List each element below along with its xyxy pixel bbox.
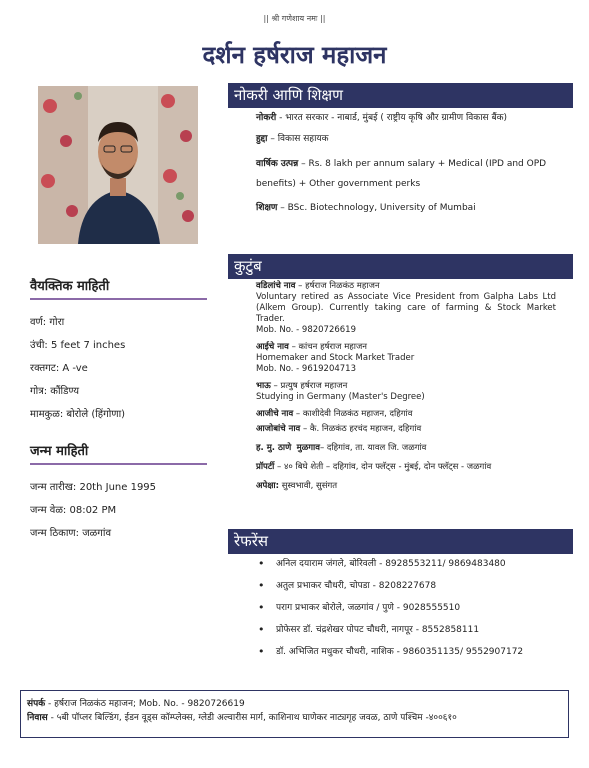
- grandmother-value: – काशीदेवी निळकंठ महाजन, दहिगांव: [293, 409, 413, 419]
- profile-photo: [38, 86, 198, 244]
- birth-row-date: [30, 479, 207, 493]
- personal-info-heading: वैयक्तिक माहिती: [30, 276, 207, 300]
- mother-label: आईचे नाव: [256, 342, 289, 352]
- grandfather-value: – कै. निळकंठ हरचंद महाजन, दहिगांव: [300, 424, 422, 434]
- education-value: – BSc. Biotechnology, University of Mumbai: [277, 203, 476, 213]
- property-label: प्रॉपर्टी: [256, 462, 275, 472]
- education-row: [256, 202, 556, 215]
- birth-value: 20th June 1995: [76, 482, 157, 493]
- invocation-text: || श्री गणेशाय नमः ||: [263, 14, 326, 23]
- job-education-block: [256, 112, 556, 215]
- residence-label: ह. मु. ठाणे: [256, 443, 292, 453]
- job-education-band: नोकरी आणि शिक्षण: [228, 83, 573, 108]
- residence-native-row: [256, 443, 556, 454]
- expectation-row: [256, 481, 556, 492]
- personal-value: 5 feet 7 inches: [47, 340, 126, 351]
- birth-label: जन्म वेळ:: [30, 505, 67, 516]
- job-label: नोकरी: [256, 113, 277, 123]
- references-band: रेफरेंस: [228, 529, 573, 554]
- address-value: - ५बी पॉप्लर बिल्डिंग, ईडन वूड्स कॉम्प्लेक्स, ग्लेडी अल्वारीस मार्ग, काशिनाथ घाणेकर नाट्यगृह जवळ, ठाणे पश्चिम -४००६१०: [47, 713, 457, 723]
- job-value: - भारत सरकार - नाबार्ड, मुंबई ( राष्ट्रीय कृषि और ग्रामीण विकास बैंक): [276, 113, 508, 123]
- native-value: – दहिगांव, ता. यावल जि. जळगांव: [319, 443, 427, 453]
- personal-label: मामकुळ:: [30, 409, 64, 420]
- address-row: [27, 711, 562, 725]
- personal-row-gotra: [30, 383, 207, 397]
- personal-label: वर्ण:: [30, 317, 47, 328]
- personal-label: गोत्र:: [30, 386, 48, 397]
- property-row: [256, 462, 556, 473]
- property-value: – ४० बिघे शेती – दहिगांव, दोन फ्लॅट्स - मुंबई, दोन फ्लॅट्स - जळगांव: [274, 462, 492, 472]
- designation-value: – विकास सहायक: [267, 134, 329, 144]
- family-block: [256, 281, 556, 492]
- personal-row-complexion: [30, 314, 207, 328]
- grandmother-row: [256, 409, 556, 420]
- grandfather-row: [256, 424, 556, 435]
- father-name: – हर्षराज निळकंठ महाजन: [295, 281, 380, 291]
- personal-value: बोरोले (हिंगोणा): [63, 409, 126, 420]
- personal-label: उंची:: [30, 340, 48, 351]
- personal-row-height: [30, 337, 207, 351]
- reference-item: • अतुल प्रभाकर चौधरी, चोपडा - 8208227678: [258, 580, 568, 592]
- family-band: कुटुंब: [228, 254, 573, 279]
- father-description: Voluntary retired as Associate Vice President from Galpha Labs Ltd (Alkem Group). Currently taking care of farming & Stock Market Trader.: [256, 292, 556, 324]
- reference-item: • अनिल दयाराम जंगले, बोरिवली - 8928553211/ 9869483480: [258, 558, 568, 570]
- address-label: निवास: [27, 713, 48, 723]
- father-info: [256, 281, 556, 336]
- birth-row-time: [30, 502, 207, 516]
- father-name-row: [256, 281, 556, 292]
- brother-info: [256, 381, 556, 403]
- birth-info-heading: जन्म माहिती: [30, 441, 207, 465]
- contact-label: संपर्क: [27, 699, 46, 709]
- mother-name-row: [256, 342, 556, 353]
- reference-item: • पराग प्रभाकर बोरोले, जळगांव / पुणे - 9028555510: [258, 602, 568, 614]
- personal-value: कौंडिण्य: [47, 386, 80, 397]
- education-label: शिक्षण: [256, 203, 278, 213]
- expectation-value: सुस्वभावी, सुसंगत: [279, 481, 338, 491]
- personal-row-maternal-family: [30, 406, 207, 420]
- income-row: [256, 154, 556, 194]
- mother-info: [256, 342, 556, 375]
- birth-label: जन्म तारीख:: [30, 482, 77, 493]
- birth-label: जन्म ठिकाण:: [30, 528, 80, 539]
- designation-row: [256, 133, 556, 146]
- birth-value: 08:02 PM: [66, 505, 117, 516]
- birth-row-place: [30, 525, 207, 539]
- candidate-name: दर्शन हर्षराज महाजन: [202, 41, 387, 69]
- grandfather-label: आजोबांचे नाव: [256, 424, 301, 434]
- brother-description: Studying in Germany (Master's Degree): [256, 392, 425, 402]
- contact-value: - हर्षराज निळकंठ महाजन; Mob. No. - 9820726619: [45, 699, 245, 709]
- references-list: [258, 558, 568, 668]
- birth-value: जळगांव: [79, 528, 112, 539]
- personal-value: गोरा: [46, 317, 65, 328]
- brother-label: भाऊ: [256, 381, 271, 391]
- job-row: [256, 112, 556, 125]
- expectation-label: अपेक्षा:: [256, 481, 280, 491]
- personal-label: रक्तगट:: [30, 363, 60, 374]
- designation-label: हुद्दा: [256, 134, 268, 144]
- brother-name-row: [256, 381, 556, 392]
- income-value: – Rs. 8 lakh per annum salary + Medical (IPD and OPD benefits) + Other government perks: [256, 159, 547, 189]
- mother-mobile: Mob. No. - 9619204713: [256, 364, 356, 374]
- father-label: वडिलांचे नाव: [256, 281, 296, 291]
- personal-info-section: [30, 276, 207, 420]
- mother-name: – कांचन हर्षराज महाजन: [288, 342, 368, 352]
- mother-description: Homemaker and Stock Market Trader: [256, 353, 415, 363]
- reference-item: • प्रोफेसर डॉ. चंद्रशेखर पोपट चौधरी, नागपूर - 8552858111: [258, 624, 568, 636]
- birth-info-section: [30, 441, 207, 539]
- grandmother-label: आजीचे नाव: [256, 409, 294, 419]
- native-label: मुळगाव: [296, 443, 320, 453]
- reference-item: • डॉ. अभिजित मधुकर चौधरी, नाशिक - 9860351135/ 9552907172: [258, 646, 568, 658]
- personal-row-blood-group: [30, 360, 207, 374]
- contact-box: [20, 690, 569, 738]
- personal-value: A -ve: [59, 363, 88, 374]
- father-mobile: Mob. No. - 9820726619: [256, 325, 356, 335]
- contact-row: [27, 697, 562, 711]
- income-label: वार्षिक उत्पन्न: [256, 159, 299, 169]
- brother-name: – प्रत्युष हर्षराज महाजन: [270, 381, 348, 391]
